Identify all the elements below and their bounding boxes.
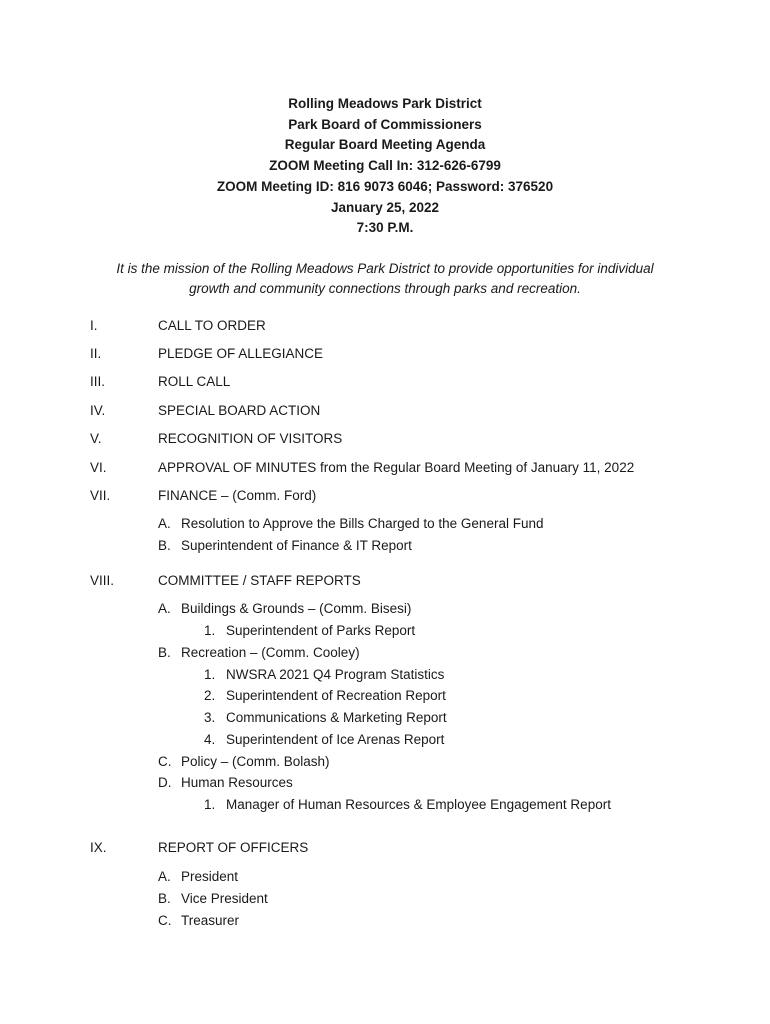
sub-sub-item-number: 4. [204, 732, 216, 747]
item-number: IX. [90, 840, 107, 855]
sub-sub-item-number: 1. [204, 667, 216, 682]
sub-sub-item-text: Manager of Human Resources & Employee Engagement Report [226, 797, 611, 812]
meeting-date: January 25, 2022 [330, 199, 440, 215]
sub-sub-item-text: Superintendent of Ice Arenas Report [226, 732, 445, 747]
mission-line-2: growth and community connections through parks and recreation. [189, 281, 581, 296]
sub-sub-item-number: 3. [204, 710, 216, 725]
item-number: I. [90, 318, 98, 333]
item-number: IV. [90, 403, 106, 418]
sub-sub-item-text: NWSRA 2021 Q4 Program Statistics [226, 667, 445, 682]
sub-item-text: Buildings & Grounds – (Comm. Bisesi) [181, 601, 412, 616]
sub-item-text: President [181, 869, 239, 884]
sub-sub-item-number: 1. [204, 623, 216, 638]
sub-sub-item-text: Communications & Marketing Report [226, 710, 447, 725]
meeting-time: 7:30 P.M. [356, 220, 414, 236]
item-number: II. [90, 346, 102, 361]
item-label: FINANCE – (Comm. Ford) [158, 488, 317, 503]
item-label: REPORT OF OFFICERS [158, 840, 309, 855]
item-number: V. [90, 431, 102, 446]
sub-sub-item-number: 2. [204, 688, 216, 703]
sub-item-letter: B. [158, 645, 171, 660]
agenda-header [0, 94, 770, 239]
item-number: III. [90, 374, 106, 389]
board-name: Park Board of Commissioners [288, 116, 482, 132]
district-name: Rolling Meadows Park District [288, 96, 482, 111]
mission-line-1: It is the mission of the Rolling Meadows Park District to provide opportunities for individual [116, 261, 654, 276]
meeting-type: Regular Board Meeting Agenda [284, 137, 486, 153]
sub-item-letter: A. [158, 601, 171, 616]
sub-item-letter: C. [158, 913, 172, 928]
item-label: APPROVAL OF MINUTES from the Regular Board Meeting of January 11, 2022 [158, 460, 635, 475]
sub-item-text: Recreation – (Comm. Cooley) [181, 645, 360, 660]
item-number: VIII. [90, 573, 115, 588]
sub-sub-item-text: Superintendent of Parks Report [226, 623, 416, 638]
item-label: RECOGNITION OF VISITORS [158, 431, 343, 446]
item-label: COMMITTEE / STAFF REPORTS [158, 573, 361, 588]
sub-item-text: Vice President [181, 891, 268, 906]
sub-item-text: Superintendent of Finance & IT Report [181, 538, 412, 553]
item-number: VI. [90, 460, 107, 475]
item-label: SPECIAL BOARD ACTION [158, 403, 321, 418]
sub-item-text: Human Resources [181, 775, 293, 790]
sub-item-letter: A. [158, 516, 171, 531]
sub-item-text: Resolution to Approve the Bills Charged to the General Fund [181, 516, 544, 531]
sub-item-text: Policy – (Comm. Bolash) [181, 754, 330, 769]
item-label: PLEDGE OF ALLEGIANCE [158, 346, 324, 361]
sub-item-letter: B. [158, 538, 171, 553]
sub-item-text: Treasurer [181, 913, 240, 928]
item-label: CALL TO ORDER [158, 318, 266, 333]
sub-item-letter: B. [158, 891, 171, 906]
zoom-call-in: ZOOM Meeting Call In: 312-626-6799 [269, 158, 501, 174]
item-number: VII. [90, 488, 111, 503]
zoom-meeting-id: ZOOM Meeting ID: 816 9073 6046; Password: 376520 [216, 178, 554, 194]
sub-sub-item-text: Superintendent of Recreation Report [226, 688, 446, 703]
sub-item-letter: D. [158, 775, 172, 790]
sub-item-letter: A. [158, 869, 171, 884]
sub-item-letter: C. [158, 754, 172, 769]
mission-statement [95, 259, 675, 299]
item-label: ROLL CALL [158, 374, 231, 389]
sub-sub-item-number: 1. [204, 797, 216, 812]
